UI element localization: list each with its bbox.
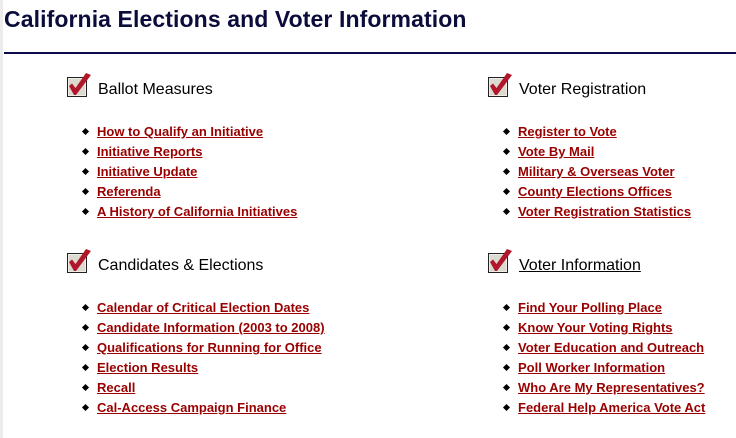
diamond-bullet-icon xyxy=(82,364,89,371)
section-title: Voter Registration xyxy=(519,81,647,98)
diamond-bullet-icon xyxy=(82,208,89,215)
nav-link[interactable]: Vote By Mail xyxy=(518,144,595,159)
nav-link[interactable]: How to Qualify an Initiative xyxy=(97,124,264,139)
list-item xyxy=(82,318,325,338)
nav-link[interactable]: Recall xyxy=(97,380,136,395)
diamond-bullet-icon xyxy=(82,168,89,175)
section-title[interactable]: Voter Information xyxy=(519,257,641,274)
nav-link[interactable]: Qualifications for Running for Office xyxy=(97,340,322,355)
nav-link[interactable]: Federal Help America Vote Act xyxy=(518,400,706,415)
list-item xyxy=(503,142,691,162)
list-item xyxy=(503,202,691,222)
nav-link[interactable]: Find Your Polling Place xyxy=(518,300,662,315)
nav-link[interactable]: Initiative Reports xyxy=(97,144,203,159)
section-title: Candidates & Elections xyxy=(98,257,264,274)
list-item xyxy=(503,162,691,182)
diamond-bullet-icon xyxy=(503,188,510,195)
diamond-bullet-icon xyxy=(82,128,89,135)
nav-link[interactable]: Voter Registration Statistics xyxy=(518,204,692,219)
nav-link[interactable]: Referenda xyxy=(97,184,161,199)
list-item xyxy=(503,378,705,398)
nav-link[interactable]: Who Are My Representatives? xyxy=(518,380,705,395)
list-item xyxy=(82,162,297,182)
diamond-bullet-icon xyxy=(503,384,510,391)
nav-link[interactable]: Calendar of Critical Election Dates xyxy=(97,300,310,315)
diamond-bullet-icon xyxy=(503,148,510,155)
link-list xyxy=(503,298,705,418)
list-item xyxy=(82,142,297,162)
checkbox-checked-icon xyxy=(488,73,512,97)
checkbox-checked-icon xyxy=(67,249,91,273)
diamond-bullet-icon xyxy=(82,344,89,351)
list-item xyxy=(503,318,705,338)
diamond-bullet-icon xyxy=(82,304,89,311)
list-item xyxy=(82,298,325,318)
checkbox-checked-icon xyxy=(488,249,512,273)
list-item xyxy=(503,338,705,358)
list-item xyxy=(503,298,705,318)
list-item xyxy=(82,122,297,142)
list-item xyxy=(82,182,297,202)
diamond-bullet-icon xyxy=(82,188,89,195)
nav-link[interactable]: Initiative Update xyxy=(97,164,198,179)
list-item xyxy=(82,398,325,418)
list-item xyxy=(82,338,325,358)
title-divider xyxy=(4,52,736,54)
nav-link[interactable]: Poll Worker Information xyxy=(518,360,666,375)
nav-link[interactable]: Know Your Voting Rights xyxy=(518,320,673,335)
diamond-bullet-icon xyxy=(503,208,510,215)
nav-link[interactable]: Election Results xyxy=(97,360,199,375)
diamond-bullet-icon xyxy=(503,324,510,331)
nav-link[interactable]: Voter Education and Outreach xyxy=(518,340,705,355)
diamond-bullet-icon xyxy=(503,364,510,371)
list-item xyxy=(503,358,705,378)
nav-link[interactable]: A History of California Initiatives xyxy=(97,204,298,219)
diamond-bullet-icon xyxy=(503,128,510,135)
nav-link[interactable]: Candidate Information (2003 to 2008) xyxy=(97,320,325,335)
diamond-bullet-icon xyxy=(82,148,89,155)
section-title: Ballot Measures xyxy=(98,81,213,98)
diamond-bullet-icon xyxy=(82,404,89,411)
list-item xyxy=(503,182,691,202)
diamond-bullet-icon xyxy=(503,344,510,351)
left-edge-strip xyxy=(0,0,3,438)
list-item xyxy=(503,122,691,142)
nav-link[interactable]: Military & Overseas Voter xyxy=(518,164,675,179)
link-list xyxy=(503,122,691,222)
diamond-bullet-icon xyxy=(503,304,510,311)
diamond-bullet-icon xyxy=(503,168,510,175)
diamond-bullet-icon xyxy=(82,384,89,391)
list-item xyxy=(82,358,325,378)
link-list xyxy=(82,298,325,418)
nav-link[interactable]: County Elections Offices xyxy=(518,184,672,199)
list-item xyxy=(503,398,705,418)
checkbox-checked-icon xyxy=(67,73,91,97)
nav-link[interactable]: Cal-Access Campaign Finance xyxy=(97,400,287,415)
list-item xyxy=(82,378,325,398)
link-list xyxy=(82,122,297,222)
list-item xyxy=(82,202,297,222)
diamond-bullet-icon xyxy=(503,404,510,411)
nav-link[interactable]: Register to Vote xyxy=(518,124,617,139)
page-title: California Elections and Voter Information xyxy=(4,6,467,32)
diamond-bullet-icon xyxy=(82,324,89,331)
